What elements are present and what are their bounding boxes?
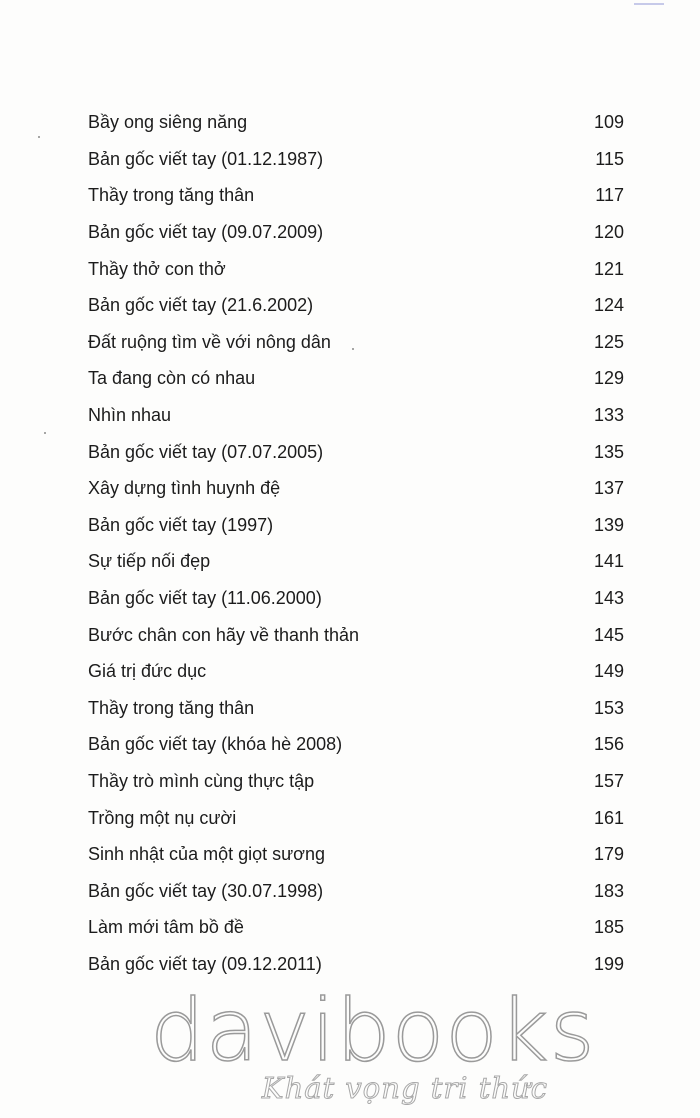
toc-entry-title: Làm mới tâm bồ đề <box>88 917 244 938</box>
toc-entry-page-number: 120 <box>593 222 624 243</box>
toc-entry-title: Bầy ong siêng năng <box>88 112 248 133</box>
toc-entry <box>88 946 624 983</box>
toc-entry-title: Bản gốc viết tay (21.6.2002) <box>88 295 314 316</box>
toc-entry <box>88 324 624 361</box>
toc-entry <box>88 799 624 836</box>
toc-entry-title: Bản gốc viết tay (09.07.2009) <box>88 222 324 243</box>
toc-entry-page-number: 179 <box>593 844 624 865</box>
toc-entry <box>88 690 624 727</box>
toc-entry <box>88 616 624 653</box>
toc-entry-page-number: 139 <box>593 514 624 535</box>
toc-entry <box>88 872 624 909</box>
toc-entry <box>88 214 624 251</box>
toc-entry-title: Bản gốc viết tay (30.07.1998) <box>88 880 324 901</box>
toc-entry-title: Bản gốc viết tay (1997) <box>88 514 274 535</box>
toc-entry-title: Nhìn nhau <box>88 405 172 426</box>
toc-entry-title: Bản gốc viết tay (01.12.1987) <box>88 148 324 169</box>
toc-entry-page-number: 124 <box>593 295 624 316</box>
toc-entry-title: Bản gốc viết tay (09.12.2011) <box>88 953 322 974</box>
toc-entry-page-number: 143 <box>593 588 624 609</box>
toc-entry <box>88 287 624 324</box>
toc-entry <box>88 543 624 580</box>
toc-entry-page-number: 157 <box>593 770 624 791</box>
toc-entry <box>88 909 624 946</box>
toc-entry-title: Đất ruộng tìm về với nông dân <box>88 331 331 352</box>
toc-entry <box>88 836 624 873</box>
toc-entry-page-number: 149 <box>593 661 624 682</box>
toc-entry <box>88 507 624 544</box>
toc-entry-title: Thầy thở con thở <box>88 258 226 279</box>
toc-entry-page-number: 145 <box>593 624 624 645</box>
scan-speck <box>38 136 40 138</box>
toc-entry-title: Ta đang còn có nhau <box>88 368 256 389</box>
toc-entry-page-number: 129 <box>593 368 624 389</box>
toc-entry-title: Trồng một nụ cười <box>88 807 237 828</box>
toc-entry <box>88 433 624 470</box>
toc-entry <box>88 470 624 507</box>
toc-entry-title: Thầy trò mình cùng thực tập <box>88 770 315 791</box>
toc-entry-title: Sự tiếp nối đẹp <box>88 551 211 572</box>
toc-entry <box>88 104 624 141</box>
toc-entry-page-number: 109 <box>593 112 624 133</box>
toc-entry-page-number: 117 <box>595 185 624 206</box>
toc-entry <box>88 250 624 287</box>
toc-entry <box>88 763 624 800</box>
toc-entry-page-number: 133 <box>593 405 624 426</box>
toc-entry-title: Thầy trong tăng thân <box>88 697 255 718</box>
toc-entry-page-number: 156 <box>593 734 624 755</box>
toc-entry-page-number: 199 <box>593 953 624 974</box>
watermark-brand: davibooks <box>150 981 596 1081</box>
toc-entry-title: Sinh nhật của một giọt sương <box>88 844 325 865</box>
toc-entry-title: Thầy trong tăng thân <box>88 185 255 206</box>
toc-entry-page-number: 153 <box>593 697 624 718</box>
scan-edge-mark <box>634 3 664 5</box>
toc-entry-page-number: 185 <box>593 917 624 938</box>
toc-entry-page-number: 141 <box>593 551 624 572</box>
toc-entry-title: Giá trị đức dục <box>88 661 207 682</box>
toc-entry <box>88 397 624 434</box>
toc-entry <box>88 653 624 690</box>
toc-entry-page-number: 183 <box>593 880 624 901</box>
toc-entry-page-number: 161 <box>593 807 624 828</box>
toc-entry-title: Bản gốc viết tay (07.07.2005) <box>88 441 324 462</box>
toc-entry-page-number: 115 <box>595 148 624 169</box>
toc-entry <box>88 360 624 397</box>
table-of-contents <box>88 104 624 982</box>
toc-entry <box>88 726 624 763</box>
toc-entry-page-number: 121 <box>593 258 624 279</box>
toc-entry-page-number: 135 <box>593 441 624 462</box>
toc-entry <box>88 177 624 214</box>
watermark-slogan: Khát vọng tri thức <box>261 1071 548 1105</box>
scan-speck <box>44 432 46 434</box>
toc-entry <box>88 141 624 178</box>
watermark <box>150 981 596 1116</box>
toc-entry-title: Bản gốc viết tay (11.06.2000) <box>88 588 322 609</box>
toc-entry-title: Bước chân con hãy về thanh thản <box>88 624 360 645</box>
toc-entry-page-number: 137 <box>593 478 624 499</box>
toc-entry-title: Xây dựng tình huynh đệ <box>88 478 281 499</box>
toc-entry-title: Bản gốc viết tay (khóa hè 2008) <box>88 734 343 755</box>
toc-entry-page-number: 125 <box>593 331 624 352</box>
toc-entry <box>88 580 624 617</box>
